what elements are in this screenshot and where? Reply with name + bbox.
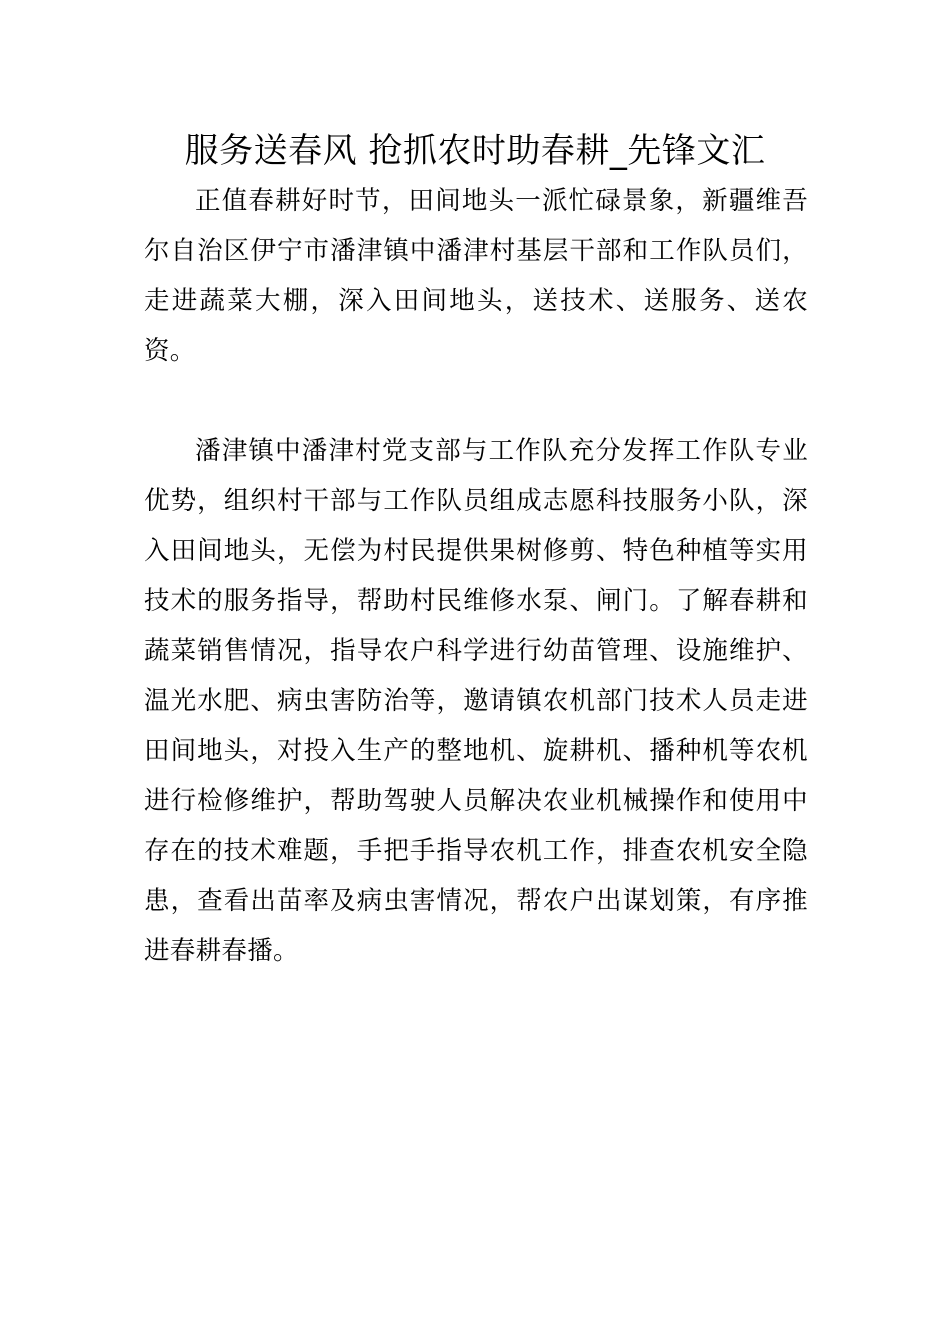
document-title: 服务送春风 抢抓农时助春耕_先锋文汇 xyxy=(184,131,766,171)
paragraph-1: 正值春耕好时节，田间地头一派忙碌景象，新疆维吾尔自治区伊宁市潘津镇中潘津村基层干部和工作队员们，走进蔬菜大棚，深入田间地头，送技术、送服务、送农资。 xyxy=(144,186,808,366)
paragraph-2: 潘津镇中潘津村党支部与工作队充分发挥工作队专业优势，组织村干部与工作队员组成志愿科技服务小队，深入田间地头，无偿为村民提供果树修剪、特色种植等实用技术的服务指导，帮助村民维修水泵、闸门。了解春耕和蔬菜销售情况，指导农户科学进行幼苗管理、设施维护、温光水肥、病虫害防治等，邀请镇农机部门技术人员走进田间地头，对投入生产的整地机、旋耕机、播种机等农机进行检修维护，帮助驾驶人员解决农业机械操作和使用中存在的技术难题，手把手指导农机工作，排查农机安全隐患，查看出苗率及病虫害情况，帮农户出谋划策，有序推进春耕春播。 xyxy=(144,436,808,966)
